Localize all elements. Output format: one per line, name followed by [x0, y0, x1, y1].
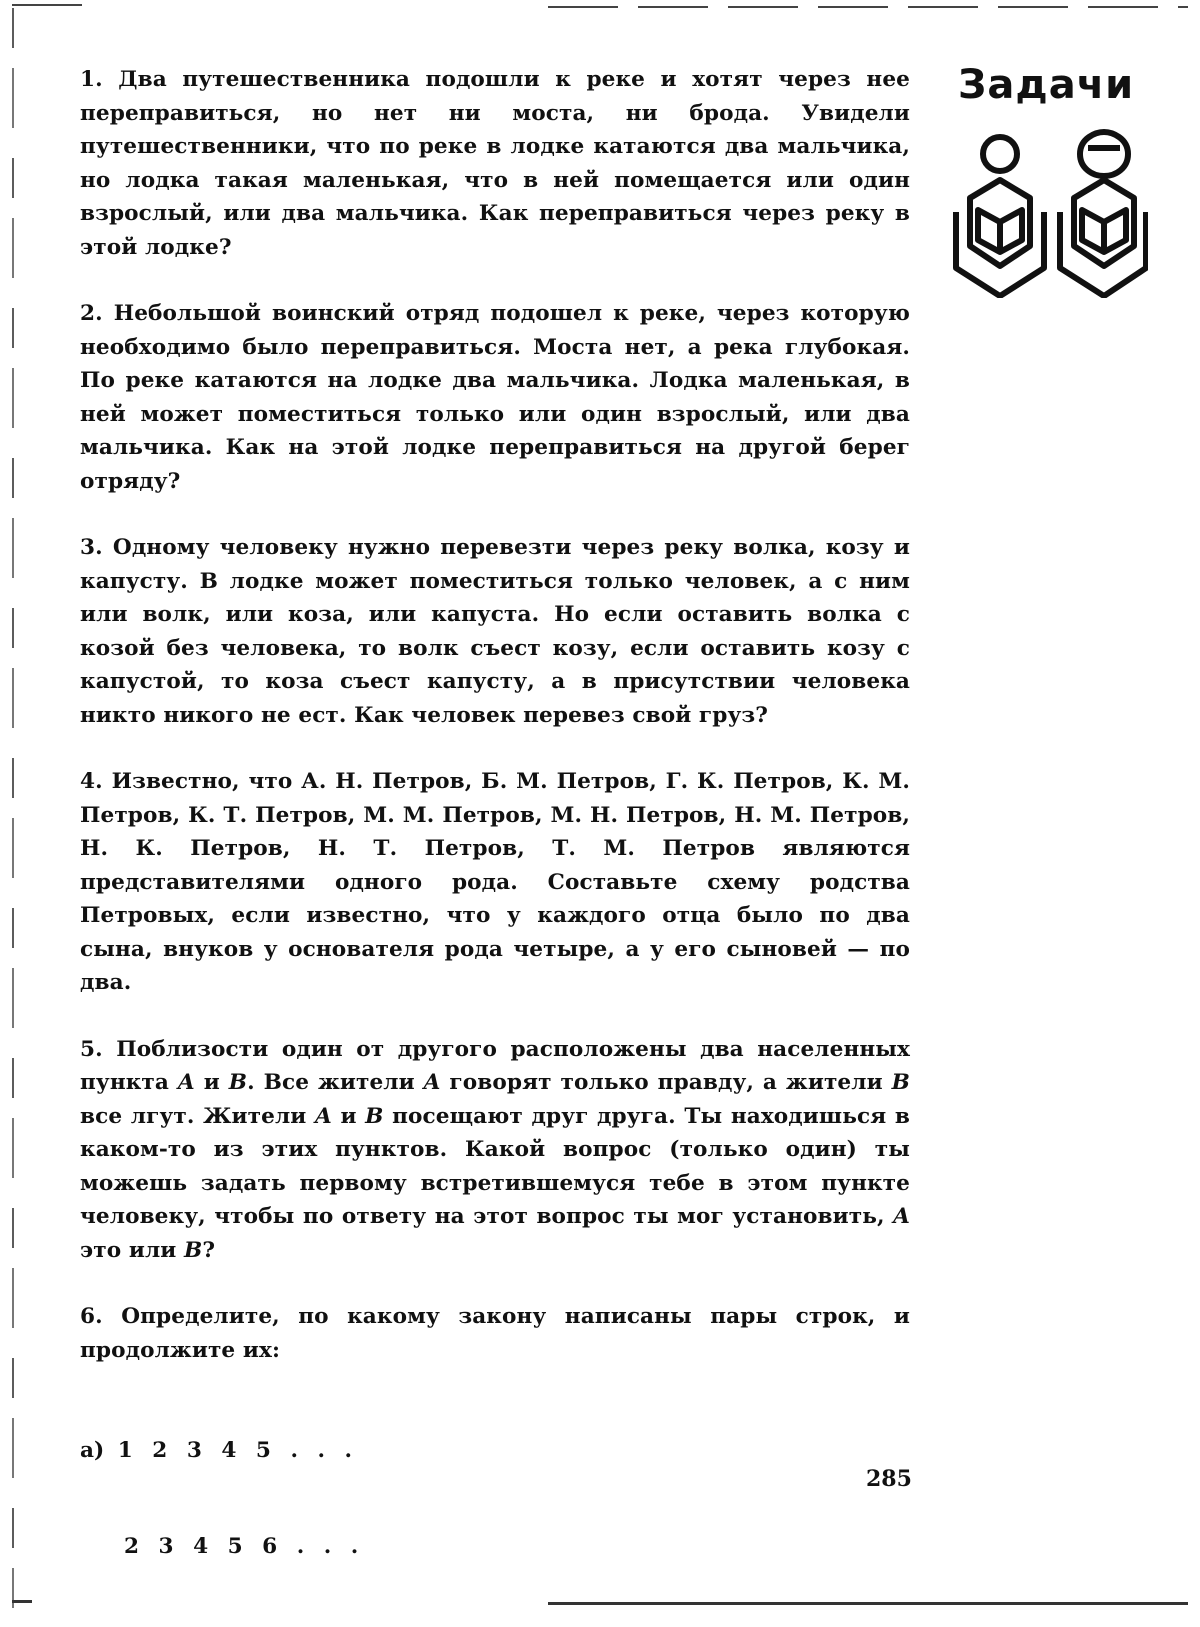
problem-number: 6.: [80, 1304, 103, 1329]
problem-number: 3.: [80, 535, 103, 560]
italic-letter: B: [365, 1104, 383, 1129]
italic-letter: A: [315, 1104, 332, 1129]
italic-letter: A: [178, 1070, 195, 1095]
problem-number: 1.: [80, 67, 103, 92]
text-fragment: . Все жители: [247, 1070, 424, 1095]
textbook-page: [0, 0, 1200, 1614]
text-fragment: все лгут. Жители: [80, 1104, 315, 1129]
italic-letter: B: [229, 1070, 247, 1095]
scan-edge-top-left: [12, 4, 82, 6]
problem-text: [80, 1037, 910, 1263]
problem-text: Два путешественника подошли к реке и хотят через нее переправиться, но нет ни моста, ни брода. Увидели путешественники, что по реке в лодке катаются два мальчика, но лодка такая маленькая, что в ней помещается или один взрослый, или два мальчика. Как переправиться через реку в этой лодке?: [80, 67, 910, 260]
problem-text: Одному человеку нужно перевезти через реку волка, козу и капусту. В лодке может поместиться только человек, а с ним или волк, или коза, или капуста. Но если оставить волка с козой без человека, то волк съест козу, если оставить козу с капустой, то коза съест капусту, а в присутствии человека никто никого не ест. Как человек перевез свой груз?: [80, 535, 910, 728]
scan-edge-left: [12, 8, 14, 1608]
problem-5: [80, 1033, 910, 1268]
italic-letter: B: [184, 1238, 202, 1263]
problem-6: [80, 1300, 910, 1367]
sequence-line-1: [80, 1435, 910, 1467]
two-students-with-books-icon: [948, 128, 1148, 298]
scan-edge-top: [548, 6, 1188, 8]
page-number: 285: [866, 1466, 912, 1492]
problem-1: [80, 63, 910, 264]
sequence-label: а): [80, 1438, 104, 1463]
text-fragment: Поблизости один от другого расположены два населенных пункта: [80, 1037, 910, 1096]
italic-letter: A: [424, 1070, 441, 1095]
text-fragment: и: [195, 1070, 229, 1095]
problem-text: Определите, по какому закону написаны пары строк, и продолжите их:: [80, 1304, 910, 1363]
problem-number: 2.: [80, 301, 103, 326]
text-fragment: ?: [202, 1238, 215, 1263]
text-fragment: посещают друг друга. Ты находишься в каком-то из этих пунктов. Какой вопрос (только один) ты можешь задать первому встретившемуся тебе в этом пункте человеку, чтобы по ответу на этот вопрос ты мог установить,: [80, 1104, 910, 1230]
text-fragment: это или: [80, 1238, 184, 1263]
number-sequence: [80, 1371, 910, 1627]
text-fragment: и: [332, 1104, 365, 1129]
italic-letter: A: [893, 1204, 910, 1229]
problem-3: [80, 531, 910, 732]
section-title: Задачи: [958, 62, 1134, 108]
sequence-values: 2 3 4 5 6 . . .: [124, 1534, 364, 1559]
scan-edge-bottom-left: [12, 1600, 32, 1603]
problem-number: 4.: [80, 769, 103, 794]
problem-4: [80, 765, 910, 1000]
sequence-values: 1 2 3 4 5 . . .: [118, 1438, 358, 1463]
problems-column: [80, 63, 910, 1627]
problem-text: Небольшой воинский отряд подошел к реке, через которую необходимо было переправиться. Моста нет, а река глубокая. По реке катаются на лодке два мальчика. Лодка маленькая, в ней может поместиться только или один взрослый, или два мальчика. Как на этой лодке переправиться на другой берег отряду?: [80, 301, 910, 494]
text-fragment: говорят только правду, а жители: [441, 1070, 892, 1095]
problem-number: 5.: [80, 1037, 103, 1062]
sequence-line-2: [80, 1531, 910, 1563]
italic-letter: B: [892, 1070, 910, 1095]
problem-2: [80, 297, 910, 498]
problem-text: Известно, что А. Н. Петров, Б. М. Петров, Г. К. Петров, К. М. Петров, К. Т. Петров, М. М. Петров, М. Н. Петров, Н. М. Петров, Н. К. Петров, Н. Т. Петров, Т. М. Петров являются представителями одного рода. Составьте схему родства Петровых, если известно, что у каждого отца было по два сына, внуков у основателя рода четыре, а у его сыновей — по два.: [80, 769, 910, 995]
